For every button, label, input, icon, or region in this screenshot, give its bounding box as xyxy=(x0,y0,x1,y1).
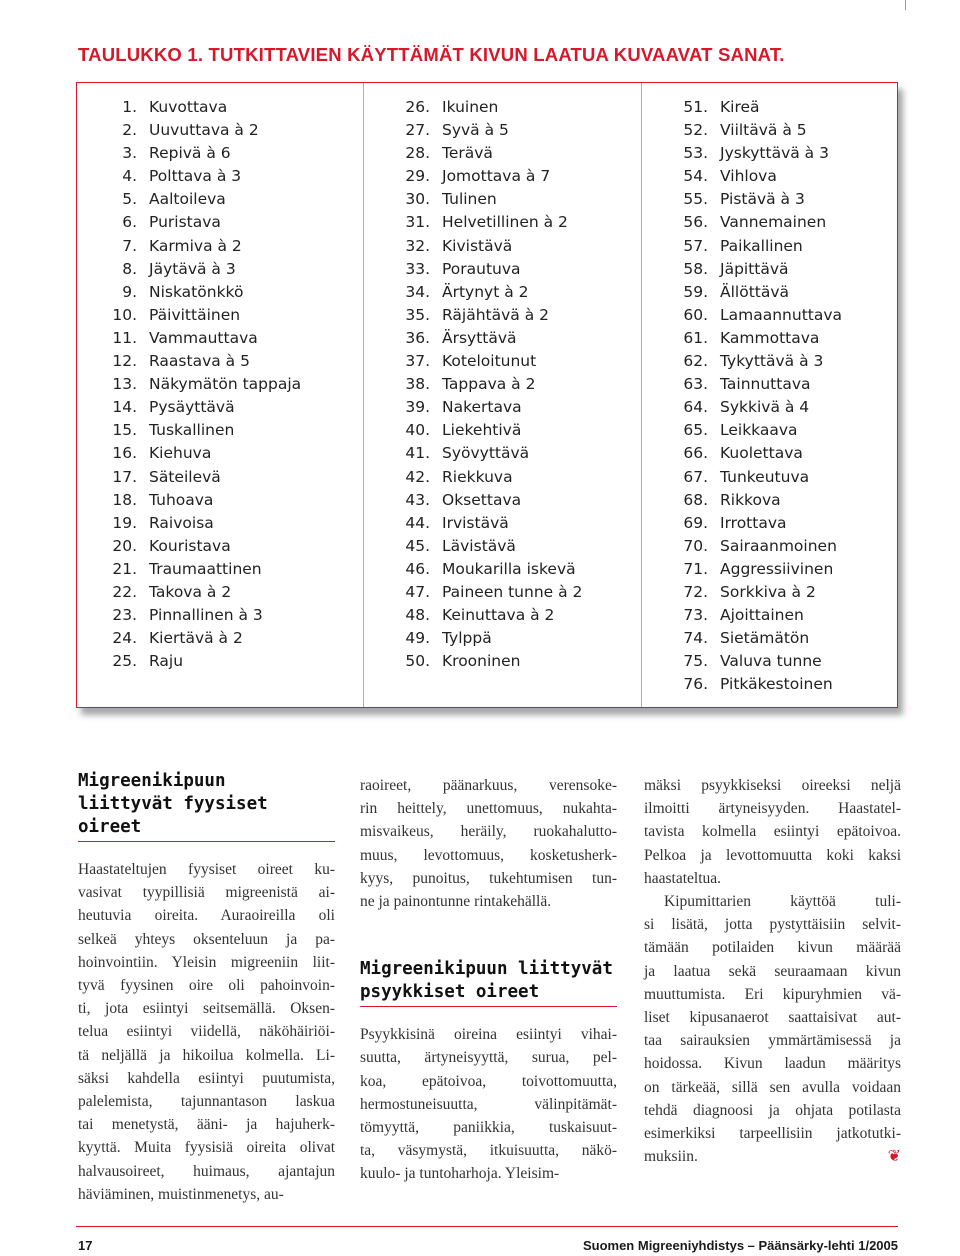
term-number: 3. xyxy=(122,144,137,163)
text-line: hermostuneisuutta, välinpitämät- xyxy=(360,1095,617,1113)
term-number: 31. xyxy=(405,213,430,232)
text-line: tämään potilaiden kivun määrää xyxy=(644,939,901,957)
heading-line: Migreenikipuun liittyvät xyxy=(360,959,613,980)
term-number: 49. xyxy=(405,629,430,648)
term-text: Tuhoava xyxy=(149,490,214,509)
text-line: tä neljällä ja hikoilua kolmella. Li- xyxy=(78,1046,335,1064)
term-text: Tykyttävä à 3 xyxy=(720,352,824,371)
term-text: Ärtynyt à 2 xyxy=(442,282,529,301)
paragraph-physical xyxy=(78,858,335,1206)
text-line: tömyyttä, paniikkia, tuskaisuut- xyxy=(360,1119,617,1137)
term-number: 32. xyxy=(405,236,430,255)
term-text: Tulinen xyxy=(442,190,497,209)
term-text: Viiltävä à 5 xyxy=(720,121,807,140)
term-text: Raivoisa xyxy=(149,513,214,532)
term-number: 27. xyxy=(405,121,430,140)
term-number: 33. xyxy=(405,259,430,278)
term-number: 61. xyxy=(683,328,708,347)
term-item xyxy=(77,165,842,188)
term-number: 34. xyxy=(405,282,430,301)
term-number: 7. xyxy=(122,236,137,255)
term-text: Kiertävä à 2 xyxy=(149,629,243,648)
term-number: 42. xyxy=(405,467,430,486)
page-number: 17 xyxy=(78,1238,93,1253)
term-text: Sietämätön xyxy=(720,629,810,648)
text-line: tavista kolmella esiintyi epätoivoa. xyxy=(644,823,901,841)
term-number: 23. xyxy=(112,606,137,625)
term-number: 43. xyxy=(405,490,430,509)
text-line: tehdä diagnoosi ja ohjata potilasta xyxy=(644,1101,901,1119)
term-text: Kammottava xyxy=(720,328,820,347)
term-number: 52. xyxy=(683,121,708,140)
term-text: Helvetillinen à 2 xyxy=(442,213,568,232)
term-number: 1. xyxy=(122,98,137,116)
term-number: 8. xyxy=(122,259,137,278)
term-text: Kivistävä xyxy=(442,236,513,255)
text-line: Psyykkisinä oireina esiintyi vihai- xyxy=(360,1026,617,1044)
text-line: tai menetystä, ääni- ja hajuherk- xyxy=(78,1116,335,1134)
term-number: 28. xyxy=(405,144,430,163)
term-number: 36. xyxy=(405,328,430,347)
term-number: 67. xyxy=(683,467,708,486)
term-item xyxy=(77,558,842,581)
term-number: 65. xyxy=(683,421,708,440)
term-number: 48. xyxy=(405,606,430,625)
term-item xyxy=(77,373,842,396)
term-number: 35. xyxy=(405,305,430,324)
term-item xyxy=(77,604,842,627)
term-item xyxy=(77,535,842,558)
term-text: Tunkeutuva xyxy=(720,467,810,486)
text-line: tyvä fyysinen oire oli pahoinvoin- xyxy=(78,977,335,995)
text-line: säksi kahdella esiintyi puutumista, xyxy=(78,1069,335,1087)
term-text: Rikkova xyxy=(720,490,781,509)
term-text: Ikuinen xyxy=(442,98,499,116)
term-item xyxy=(77,304,842,327)
term-text: Uuvuttava à 2 xyxy=(149,121,259,140)
term-number: 24. xyxy=(112,629,137,648)
term-text: Repivä à 6 xyxy=(149,144,231,163)
term-number: 54. xyxy=(683,167,708,186)
term-number: 75. xyxy=(683,652,708,671)
term-number: 59. xyxy=(683,282,708,301)
term-text: Irrottava xyxy=(720,513,787,532)
term-text: Raju xyxy=(149,652,184,671)
term-item xyxy=(77,350,842,373)
term-number: 74. xyxy=(683,629,708,648)
term-text: Takova à 2 xyxy=(149,582,232,601)
text-line: kyyttä. Muita fyysisiä oireita olivat xyxy=(78,1139,335,1157)
pain-words-table xyxy=(76,82,898,708)
term-item xyxy=(77,650,842,673)
term-text: Ajoittainen xyxy=(720,606,804,625)
term-text: Ärsyttävä xyxy=(442,328,517,347)
text-line: mäksi psyykkiseksi oireeksi neljä xyxy=(644,777,901,794)
term-item xyxy=(77,466,842,489)
term-number: 71. xyxy=(683,559,708,578)
term-text: Tuskallinen xyxy=(149,421,235,440)
term-number: 39. xyxy=(405,398,430,417)
paragraph-psychological-cont xyxy=(644,774,901,890)
term-text: Tainnuttava xyxy=(720,375,811,394)
term-item xyxy=(77,419,842,442)
term-number: 46. xyxy=(405,559,430,578)
term-text: Puristava xyxy=(149,213,221,232)
text-line: telua esiintyi viidellä, näköhäiriöi- xyxy=(78,1023,335,1041)
text-line: ne ja painontunne rintakehällä. xyxy=(360,893,552,911)
term-number: 76. xyxy=(683,675,708,694)
text-line: selkeä yhteys oksenteluun ja pa- xyxy=(78,930,335,948)
term-text: Lävistävä xyxy=(442,536,516,555)
term-text: Riekkuva xyxy=(442,467,513,486)
term-text: Jyskyttävä à 3 xyxy=(720,144,829,163)
term-text: Tylppä xyxy=(442,629,492,648)
term-item xyxy=(77,673,842,696)
term-text: Oksettava xyxy=(442,490,522,509)
term-number: 73. xyxy=(683,606,708,625)
term-number: 5. xyxy=(122,190,137,209)
term-text: Aaltoileva xyxy=(149,190,226,209)
term-text: Keinuttava à 2 xyxy=(442,606,555,625)
heading-line: psyykkiset oireet xyxy=(360,982,540,1003)
term-item xyxy=(77,142,842,165)
term-text: Pistävä à 3 xyxy=(720,190,805,209)
term-text: Nakertava xyxy=(442,398,522,417)
term-number: 68. xyxy=(683,490,708,509)
paragraph-psychological xyxy=(360,1023,617,1185)
term-text: Kouristava xyxy=(149,536,231,555)
text-line: si lisätä, jotta pystyttäisiin selvit- xyxy=(644,916,901,934)
term-text: Polttava à 3 xyxy=(149,167,242,186)
heading-line: liittyvät fyysiset oireet xyxy=(78,794,268,837)
term-number: 20. xyxy=(112,536,137,555)
text-line: ti, jota esiintyi seitsemällä. Oksen- xyxy=(78,1000,335,1018)
term-number: 2. xyxy=(122,121,137,140)
term-number: 19. xyxy=(112,513,137,532)
text-line: muuttumista. Eri kipuryhmien vä- xyxy=(644,985,901,1003)
text-line: raoireet, päänarkuus, verensoke- xyxy=(360,777,617,794)
term-text: Kireä xyxy=(720,98,760,116)
term-text: Niskatönkkö xyxy=(149,282,244,301)
term-item xyxy=(77,119,842,142)
term-text: Vihlova xyxy=(720,167,777,186)
term-number: 63. xyxy=(683,375,708,394)
term-number: 66. xyxy=(683,444,708,463)
term-text: Syvä à 5 xyxy=(442,121,509,140)
heading-line: Migreenikipuun xyxy=(78,771,226,791)
term-number: 51. xyxy=(683,98,708,116)
term-number: 44. xyxy=(405,513,430,532)
term-text: Päivittäinen xyxy=(149,305,241,324)
term-text: Paineen tunne à 2 xyxy=(442,582,583,601)
term-item xyxy=(77,581,842,604)
term-number: 11. xyxy=(112,328,137,347)
term-number: 22. xyxy=(112,582,137,601)
term-number: 29. xyxy=(405,167,430,186)
section-heading-physical xyxy=(78,770,335,842)
text-line: kuulo- ja tuntoharhoja. Yleisim- xyxy=(360,1165,560,1183)
term-number: 47. xyxy=(405,582,430,601)
term-text: Paikallinen xyxy=(720,236,803,255)
term-number: 9. xyxy=(122,282,137,301)
term-text: Pitkäkestoinen xyxy=(720,675,833,694)
term-number: 13. xyxy=(112,375,137,394)
term-text: Jäpittävä xyxy=(720,259,789,278)
text-line: haastateltua. xyxy=(644,869,722,887)
term-text: Näkymätön tappaja xyxy=(149,375,302,394)
text-line: esimerkiksi tarpeellisiin jatkotutki- xyxy=(644,1125,901,1143)
term-number: 14. xyxy=(112,398,137,417)
text-line: hoinvointiin. Yleisin migreeniin liit- xyxy=(78,953,335,971)
text-line: heutuvia oireita. Auraoireilla oli xyxy=(78,907,335,925)
term-text: Tappava à 2 xyxy=(442,375,536,394)
term-text: Terävä xyxy=(442,144,493,163)
term-column-3 xyxy=(77,96,842,696)
footer-rule xyxy=(76,1226,898,1227)
text-line: Kipumittarien käyttöä tuli- xyxy=(664,893,901,911)
term-number: 72. xyxy=(683,582,708,601)
term-number: 55. xyxy=(683,190,708,209)
text-line: vasivat tyypillisiä migreenistä ai- xyxy=(78,884,335,902)
term-text: Aggressiivinen xyxy=(720,559,834,578)
article-column-1 xyxy=(78,770,335,1206)
term-item xyxy=(77,489,842,512)
term-number: 56. xyxy=(683,213,708,232)
term-text: Traumaattinen xyxy=(149,559,262,578)
table-title: TAULUKKO 1. TUTKITTAVIEN KÄYTTÄMÄT KIVUN LAATUA KUVAAVAT SANAT. xyxy=(78,44,785,65)
term-text: Säteilevä xyxy=(149,467,221,486)
section-heading-psychological xyxy=(360,958,617,1007)
text-line: ja laatua sekä seuraamaan kivun xyxy=(644,962,901,980)
crop-mark xyxy=(905,0,906,10)
publication-name: Suomen Migreeniyhdistys – Päänsärky-lehti 1/2005 xyxy=(582,1238,898,1253)
text-line: häviäminen, muistinmenetys, au- xyxy=(78,1185,284,1203)
term-text: Jomottava à 7 xyxy=(442,167,551,186)
term-number: 30. xyxy=(405,190,430,209)
term-number: 50. xyxy=(405,652,430,671)
term-text: Krooninen xyxy=(442,652,521,671)
term-item xyxy=(77,211,842,234)
text-line: on tärkeää, sillä sen avulla voidaan xyxy=(644,1078,901,1096)
term-text: Irvistävä xyxy=(442,513,509,532)
article-column-3 xyxy=(644,774,901,1168)
term-text: Moukarilla iskevä xyxy=(442,559,576,578)
term-number: 26. xyxy=(405,98,430,116)
term-item xyxy=(77,442,842,465)
term-number: 17. xyxy=(112,467,137,486)
term-text: Sykkivä à 4 xyxy=(720,398,810,417)
term-number: 25. xyxy=(112,652,137,671)
text-line: koa, epätoivoa, toivottomuutta, xyxy=(360,1072,617,1090)
term-text: Syövyttävä xyxy=(442,444,530,463)
term-number: 38. xyxy=(405,375,430,394)
term-item xyxy=(77,512,842,535)
text-line: muus, levottomuus, kosketusherk- xyxy=(360,846,617,864)
term-number: 16. xyxy=(112,444,137,463)
term-text: Sorkkiva à 2 xyxy=(720,582,816,601)
term-number: 4. xyxy=(122,167,137,186)
text-line: hoidossa. Kivun laadun määritys xyxy=(644,1055,901,1073)
term-text: Kuvottava xyxy=(149,98,228,116)
term-number: 41. xyxy=(405,444,430,463)
term-number: 6. xyxy=(122,213,137,232)
term-number: 10. xyxy=(112,305,137,324)
term-number: 58. xyxy=(683,259,708,278)
text-line: Pelkoa ja levottomuutta koki kaksi xyxy=(644,846,901,864)
term-number: 37. xyxy=(405,352,430,371)
term-item xyxy=(77,96,842,119)
term-number: 21. xyxy=(112,559,137,578)
term-number: 57. xyxy=(683,236,708,255)
term-text: Karmiva à 2 xyxy=(149,236,242,255)
term-text: Kuolettava xyxy=(720,444,803,463)
term-text: Lamaannuttava xyxy=(720,305,843,324)
term-number: 69. xyxy=(683,513,708,532)
term-number: 18. xyxy=(112,490,137,509)
term-number: 12. xyxy=(112,352,137,371)
text-line: misvaikeus, heräily, ruokahalutto- xyxy=(360,823,617,841)
term-number: 62. xyxy=(683,352,708,371)
text-line: muksiin. ❦ xyxy=(644,1145,901,1168)
term-item xyxy=(77,627,842,650)
term-text: Sairaanmoinen xyxy=(720,536,837,555)
term-text: Räjähtävä à 2 xyxy=(442,305,550,324)
text-line: rin heittely, unettomuus, nukahta- xyxy=(360,800,617,818)
text-line: kyys, punoitus, tukehtumisen tun- xyxy=(360,869,617,887)
term-item xyxy=(77,258,842,281)
text-line: suutta, ärtyneisyyttä, surua, pel- xyxy=(360,1049,617,1067)
text-line: taa sairauksien ymmärtämisessä ja xyxy=(644,1032,901,1050)
term-text: Valuva tunne xyxy=(720,652,822,671)
term-number: 45. xyxy=(405,536,430,555)
paragraph-conclusion xyxy=(644,890,901,1168)
term-text: Jäytävä à 3 xyxy=(149,259,236,278)
text-line: liset kipusanaerot saattaisivat aut- xyxy=(644,1009,901,1027)
term-text: Pysäyttävä xyxy=(149,398,235,417)
term-number: 15. xyxy=(112,421,137,440)
term-number: 70. xyxy=(683,536,708,555)
term-text: Kiehuva xyxy=(149,444,212,463)
term-item xyxy=(77,327,842,350)
text-line: ilmoitti ärtyneisyyden. Haastatel- xyxy=(644,800,901,818)
term-text: Ällöttävä xyxy=(720,282,790,301)
term-text: Leikkaava xyxy=(720,421,798,440)
article-column-2 xyxy=(360,774,617,1186)
term-text: Vannemainen xyxy=(720,213,827,232)
term-text: Raastava à 5 xyxy=(149,352,250,371)
text-line: ta, väsymystä, itkuisuutta, näkö- xyxy=(360,1142,617,1160)
text-line: Haastateltujen fyysiset oireet ku- xyxy=(78,861,335,878)
term-number: 53. xyxy=(683,144,708,163)
term-item xyxy=(77,188,842,211)
paragraph-physical-cont xyxy=(360,774,617,913)
term-number: 40. xyxy=(405,421,430,440)
term-text: Vammauttava xyxy=(149,328,258,347)
term-item xyxy=(77,281,842,304)
term-text: Koteloitunut xyxy=(442,352,537,371)
term-text: Liekehtivä xyxy=(442,421,522,440)
end-of-article-mark: ❦ xyxy=(887,1148,901,1166)
text-line: halvausoireet, huimaus, ajantajun xyxy=(78,1162,335,1180)
term-item xyxy=(77,396,842,419)
term-text: Pinnallinen à 3 xyxy=(149,606,263,625)
term-item xyxy=(77,235,842,258)
term-text: Porautuva xyxy=(442,259,521,278)
text-line: palelemista, tajunnantason laskua xyxy=(78,1093,335,1111)
term-number: 64. xyxy=(683,398,708,417)
term-number: 60. xyxy=(683,305,708,324)
